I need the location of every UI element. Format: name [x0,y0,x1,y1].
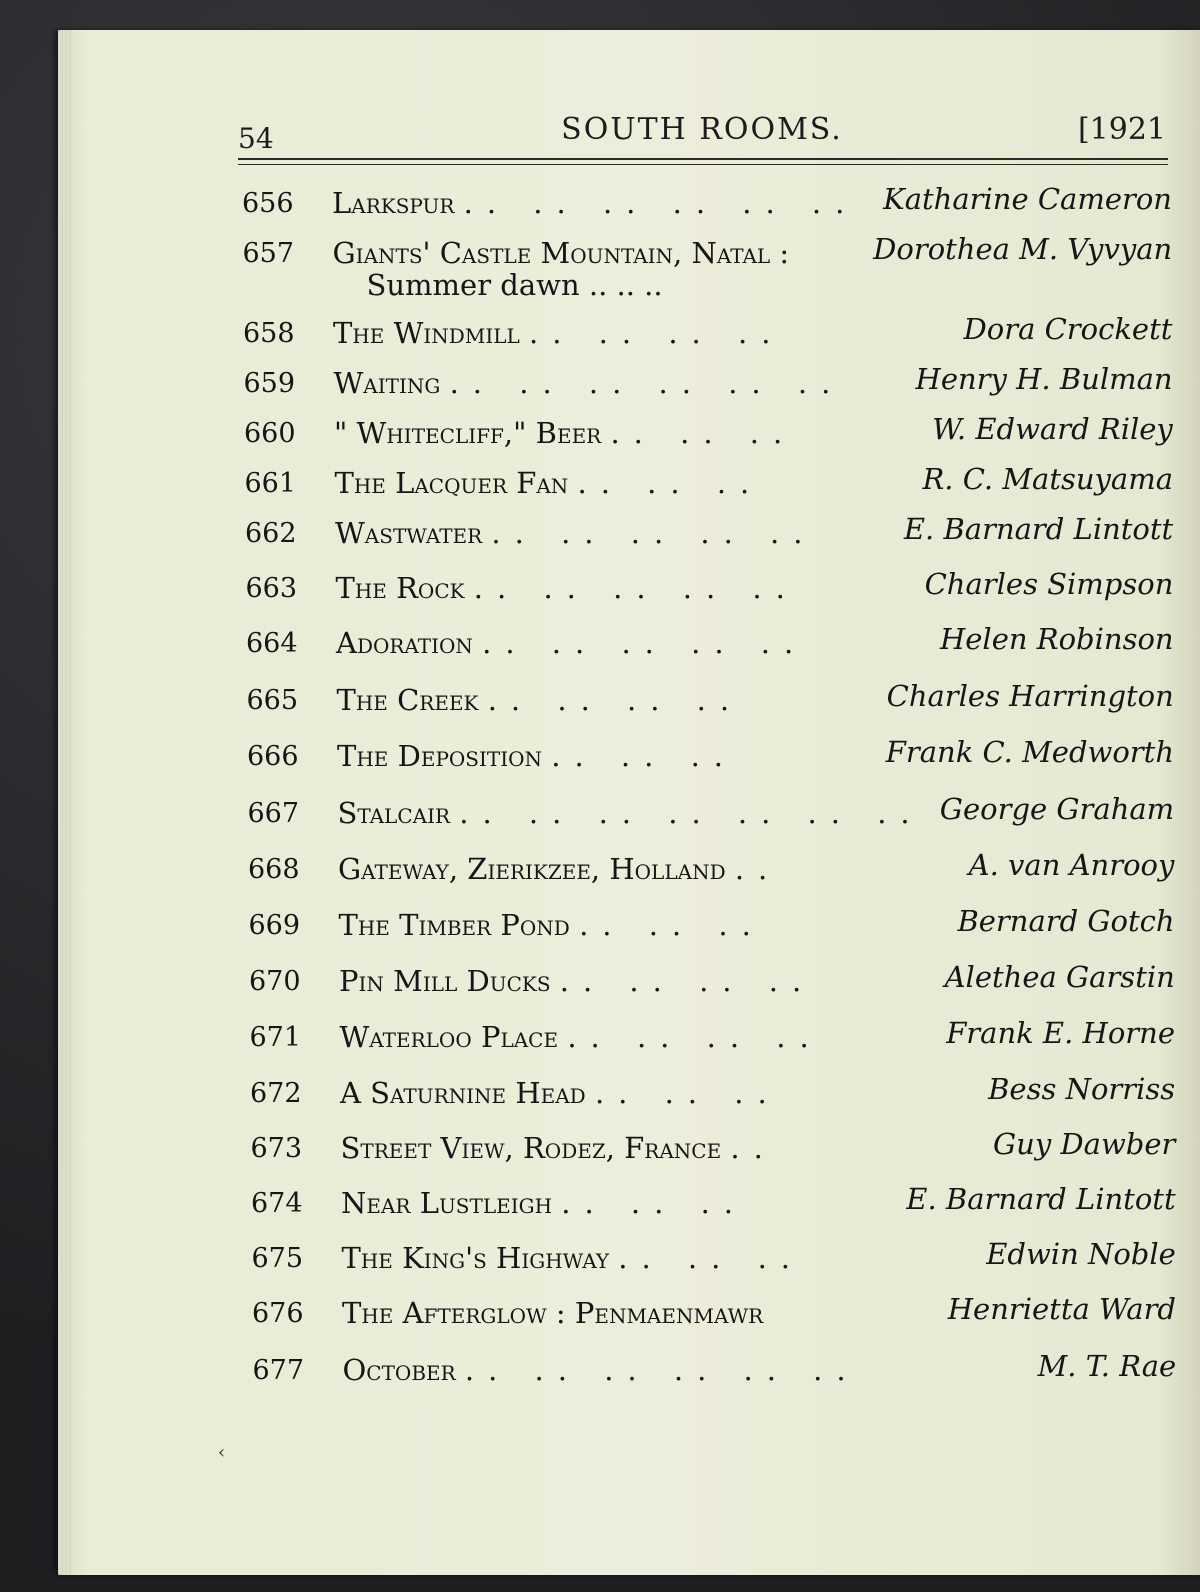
entry-artist: George Graham [939,792,1175,826]
entry-number: 664 [246,628,298,659]
catalogue-entry [242,180,1172,228]
entry-title [334,366,845,400]
catalogue-entry [252,1290,1176,1338]
entry-number: 665 [246,685,299,716]
catalogue-entry [243,310,1172,358]
dot-leader: .. .. .. [594,1076,781,1110]
catalogue-entry [251,1125,1176,1173]
dot-leader: .. .. .. .. .. .. [449,366,845,400]
catalogue-entry [248,846,1174,894]
catalogue-entry [252,1235,1176,1283]
entry-number: 657 [242,238,295,269]
entry-title [341,1186,747,1220]
entry-title-text: The Afterglow : Penmaenmawr [342,1296,764,1330]
entry-artist: Alethea Garstin [944,960,1175,994]
entry-artist: Charles Simpson [924,567,1174,601]
entry-artist: W. Edward Riley [932,412,1173,446]
entry-number: 672 [250,1078,302,1109]
page-number: 54 [238,122,274,155]
entry-number: 663 [245,573,298,604]
dot-leader: .. .. .. [618,1241,805,1275]
entry-title-text: The Deposition [337,739,543,773]
entry-title-text: The Lacquer Fan [334,466,569,500]
entry-title [342,1241,805,1275]
entry-title [338,796,924,830]
entry-title [335,466,764,500]
entry-title [338,852,781,886]
entry-number: 668 [248,854,300,885]
entry-number: 658 [243,318,295,349]
entry-artist: Helen Robinson [939,622,1174,656]
entry-number: 671 [249,1022,302,1053]
entry-number: 662 [245,518,297,549]
catalogue-entry [248,790,1175,838]
entry-title-text: Stalcair [337,796,451,830]
entry-title-text: Giants' Castle Mountain, Natal : [332,236,790,270]
entry-title-text: Near Lustleigh [341,1186,553,1220]
entry-artist: Bess Norriss [988,1072,1176,1106]
entry-number: 673 [250,1133,303,1164]
entry-number: 659 [243,368,296,399]
entry-title [332,186,858,220]
entry-title [339,964,815,998]
dot-leader: .. .. .. .. .. .. [464,1353,860,1387]
entry-artist: Dora Crockett [963,312,1173,346]
entry-number: 660 [244,418,296,449]
dot-leader: .. [734,852,782,886]
entry-title-text: The Timber Pond [338,908,570,942]
entry-title-text: Adoration [336,626,473,660]
entry-title [335,516,816,550]
entry-artist: Henrietta Ward [947,1292,1176,1326]
catalogue-entry [246,565,1174,613]
entry-artist: Dorothea M. Vyvyan [873,232,1173,266]
dot-leader: .. .. .. .. [529,316,785,350]
page-speck: ‹ [218,1442,226,1463]
entry-artist: Edwin Noble [986,1237,1176,1271]
entry-title-text: A Saturnine Head [340,1076,586,1110]
entry-title-text: Waterloo Place [339,1020,559,1054]
entry-number: 661 [244,468,297,499]
entry-title [337,739,737,773]
page-header [238,110,1166,156]
section-title: SOUTH ROOMS. [561,112,843,147]
entry-title-text: The Creek [336,683,479,717]
entry-title-text: The Windmill [333,316,520,350]
entry-number: 670 [249,966,301,997]
dot-leader: .. .. .. .. [567,1020,823,1054]
entry-number: 674 [251,1188,303,1219]
header-year: [1921 [1077,112,1166,147]
dot-leader: .. .. .. [579,908,765,942]
entry-title [339,908,765,942]
entry-artist: Bernard Gotch [957,904,1175,938]
entry-title [336,626,807,660]
entry-artist: R. C. Matsuyama [922,462,1173,496]
entry-title [337,683,744,717]
dot-leader: .. .. .. .. [559,964,816,998]
dot-leader: .. .. .. .. .. .. .. [459,796,924,830]
entry-artist: Frank E. Horne [946,1016,1175,1050]
catalogue-entry [249,902,1175,950]
entry-number: 656 [242,188,294,219]
entry-title [333,316,784,350]
entry-title-text: Gateway, Zierikzee, Holland [338,852,726,886]
entry-title-text: Waiting [333,366,441,400]
entry-title [336,571,799,605]
entry-title [334,416,796,450]
page-edge [58,30,72,1575]
catalogue-entry [244,410,1173,458]
entry-artist: Frank C. Medworth [885,735,1174,769]
catalogue-entry [247,677,1174,725]
entry-number: 669 [248,910,301,941]
entry-title-text: October [342,1353,456,1387]
entry-number: 667 [247,798,300,829]
entry-title-text: " Whitecliff," Beer [334,416,602,450]
entry-title-text: Street View, Rodez, France [340,1131,722,1165]
catalogue-entry [250,1014,1176,1062]
catalogue-entry [251,1180,1176,1228]
dot-leader: .. [730,1131,777,1165]
entry-title [333,236,790,270]
entry-title-text: The Rock [335,571,465,605]
entry-artist: M. T. Rae [1037,1349,1177,1383]
entry-number: 675 [251,1243,304,1274]
entry-artist: Charles Harrington [886,679,1174,713]
entry-title-text: Wastwater [335,516,483,550]
entry-artist: A. van Anrooy [968,848,1175,882]
dot-leader: .. .. .. [577,466,764,500]
entry-title-text: Pin Mill Ducks [339,964,551,998]
dot-leader: .. .. .. .. [487,683,744,717]
entry-title [341,1131,777,1165]
entry-title [340,1020,823,1054]
catalogue-entry [245,460,1174,508]
entry-artist: Katharine Cameron [883,182,1172,216]
catalogue-entry [250,1070,1175,1118]
dot-leader: .. .. .. .. .. [473,571,799,605]
dot-leader: .. .. .. .. .. [491,516,817,550]
entry-number: 676 [252,1298,304,1329]
entry-number: 666 [247,741,299,772]
dot-leader: .. .. .. [561,1186,748,1220]
entry-number: 677 [252,1355,305,1386]
entry-artist: Henry H. Bulman [915,362,1173,396]
entry-artist: E. Barnard Lintott [903,512,1174,546]
catalogue-entry [245,510,1173,558]
catalogue-entry [253,1347,1177,1395]
header-rule [238,158,1168,165]
catalogue-entry [247,733,1174,781]
dot-leader: .. .. .. [551,739,738,773]
dot-leader: .. .. .. .. .. [482,626,808,660]
entry-artist: Guy Dawber [992,1127,1176,1161]
catalogue-entry [244,360,1173,408]
entry-title-text: Larkspur [332,186,455,220]
catalogue-entry [246,620,1174,668]
entry-title-text: The King's Highway [341,1241,610,1275]
dot-leader: .. .. .. .. .. .. [463,186,859,220]
catalogue-entry [243,230,1173,310]
entry-title [342,1296,763,1330]
entry-title [340,1076,781,1110]
entry-title [343,1353,860,1387]
catalogue-entry [249,958,1175,1006]
dot-leader: .. .. .. [610,416,797,450]
entry-artist: E. Barnard Lintott [906,1182,1176,1216]
entry-subtitle: Summer dawn .. .. .. [366,268,663,302]
